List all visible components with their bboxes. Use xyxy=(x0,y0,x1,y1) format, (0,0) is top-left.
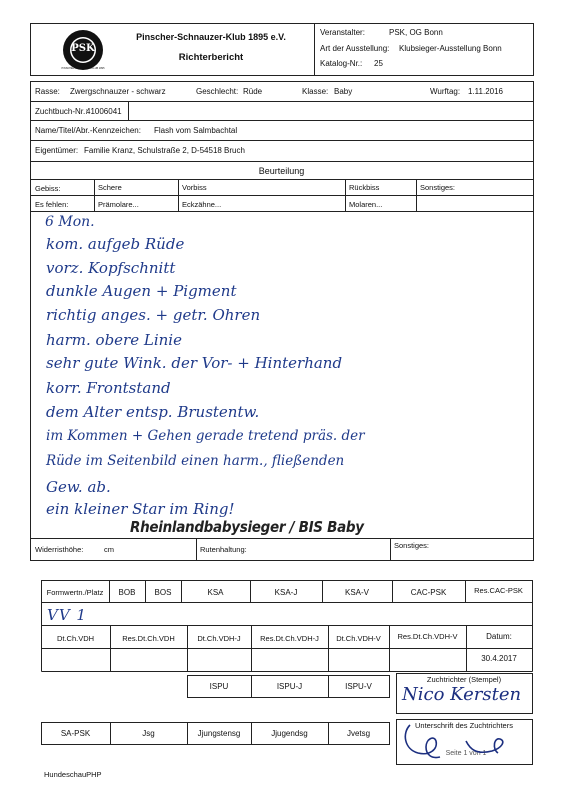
grid-header-bos: BOS xyxy=(154,588,172,597)
grid-header-bob: BOB xyxy=(118,588,136,597)
zuchtbuch-label: Zuchtbuch-Nr.: xyxy=(35,107,88,116)
widerrist-label: Widerristhöhe: xyxy=(35,545,84,554)
veranstalter-label: Veranstalter: xyxy=(320,28,365,37)
unterschrift-label: Unterschrift des Zuchtrichters xyxy=(415,721,513,730)
eckzaehne-label: Eckzähne... xyxy=(182,200,222,209)
geschlecht-label: Geschlecht: xyxy=(196,87,239,96)
grid-header-resdtch-v: Res.Dt.Ch.VDH-V xyxy=(397,632,458,641)
logo-text: PSK xyxy=(71,43,95,54)
grid-header-sa-psk: SA-PSK xyxy=(60,729,91,738)
sonstiges-label: Sonstiges: xyxy=(420,183,456,192)
handwritten-line: korr. Frontstand xyxy=(46,379,171,397)
handwritten-line: richtig anges. + getr. Ohren xyxy=(46,306,261,324)
geschlecht-value: Rüde xyxy=(243,87,263,96)
datum-value: 30.4.2017 xyxy=(481,654,517,663)
grid-header-cac: CAC-PSK xyxy=(410,588,447,597)
result-line: Rheinlandbabysieger / BIS Baby xyxy=(130,518,364,536)
handwritten-line: sehr gute Wink. der Vor- + Hinterhand xyxy=(46,354,343,372)
katalog-value: 25 xyxy=(374,59,383,68)
grid-header-rescac: Res.CAC-PSK xyxy=(474,586,523,595)
handwritten-line: harm. obere Linie xyxy=(46,331,182,349)
katalog-label: Katalog-Nr.: xyxy=(320,59,363,68)
veranstalter-value: PSK, OG Bonn xyxy=(389,28,443,37)
handwritten-line: dunkle Augen + Pigment xyxy=(46,282,237,300)
handwritten-line: vorz. Kopfschnitt xyxy=(46,259,176,277)
sonstiges2-label: Sonstiges: xyxy=(394,541,430,550)
datum-label: Datum: xyxy=(486,632,512,641)
grid-header-ksa: KSA xyxy=(207,588,224,597)
handwritten-line: Rüde im Seitenbild einen harm., fließenden xyxy=(46,453,345,469)
wurftag-value: 1.11.2016 xyxy=(468,87,503,96)
handwritten-line: ein kleiner Star im Ring! xyxy=(46,500,235,518)
report-title: Richterbericht xyxy=(178,52,244,63)
grid-header-dtch-v: Dt.Ch.VDH-V xyxy=(336,634,381,643)
klasse-value: Baby xyxy=(334,87,353,96)
rutenhaltung-label: Rutenhaltung: xyxy=(200,545,247,554)
art-label: Art der Ausstellung: xyxy=(320,44,390,53)
rueckbiss-label: Rückbiss xyxy=(349,183,380,192)
logo-ring-text: PINSCHER-SCHNAUZER-KLUB 1895 xyxy=(61,67,105,70)
judge-signature xyxy=(396,719,532,764)
widerrist-unit: cm xyxy=(104,545,114,554)
grid-header-jjugendsg: Jjugendsg xyxy=(271,729,308,738)
wurftag-label: Wurftag: xyxy=(430,87,461,96)
grid-header-jsg: Jsg xyxy=(142,729,155,738)
handwritten-line: 6 Mon. xyxy=(45,214,95,230)
zuchtrichter-name: Nico Kersten xyxy=(402,684,522,705)
rasse-value: Zwergschnauzer - schwarz xyxy=(70,87,166,96)
art-value: Klubsieger-Ausstellung Bonn xyxy=(399,44,502,53)
handwritten-line: im Kommen + Gehen gerade tretend präs. der xyxy=(46,428,365,444)
grid-header-jvetsg: Jvetsg xyxy=(346,729,371,738)
grid-header-resdtch-j: Res.Dt.Ch.VDH-J xyxy=(260,634,319,643)
club-logo xyxy=(62,29,104,71)
schere-label: Schere xyxy=(98,183,122,192)
handwritten-line: Gew. ab. xyxy=(46,478,111,496)
assessment-title: Beurteilung xyxy=(258,166,305,176)
grid-header-jjungstensg: Jjungstensg xyxy=(197,729,241,738)
grid-header-ispu: ISPU xyxy=(209,682,229,691)
name-label: Name/Titel/Abr.-Kennzeichen: xyxy=(35,126,141,135)
grid-header-dtch-j: Dt.Ch.VDH-J xyxy=(197,634,241,643)
eigentuemer-value: Familie Kranz, Schulstraße 2, D-54518 Bruch xyxy=(84,146,245,155)
signature-print: Seite 1 von 1 xyxy=(445,750,487,757)
club-name: Pinscher-Schnauzer-Klub 1895 e.V. xyxy=(136,32,286,42)
dog-name: Flash vom Salmbachtal xyxy=(154,126,238,135)
handwritten-line: dem Alter entsp. Brustentw. xyxy=(46,403,260,421)
footer-software: HundeschauPHP xyxy=(44,770,102,779)
eigentuemer-label: Eigentümer: xyxy=(35,146,79,155)
vorbiss-label: Vorbiss xyxy=(182,183,207,192)
zuchtbuch-value: 41006041 xyxy=(86,107,122,116)
klasse-label: Klasse: xyxy=(302,87,329,96)
handwritten-line: kom. aufgeb Rüde xyxy=(46,235,185,253)
rasse-label: Rasse: xyxy=(35,87,60,96)
grid-header-dtch: Dt.Ch.VDH xyxy=(56,634,95,643)
grid-header-resdtch: Res.Dt.Ch.VDH xyxy=(122,634,175,643)
gebiss-label: Gebiss: xyxy=(35,184,61,193)
praemolare-label: Prämolare... xyxy=(98,200,139,209)
es-fehlen-label: Es fehlen: xyxy=(35,200,69,209)
grid-header-ksa-v: KSA-V xyxy=(344,588,369,597)
grid-header-ispu-v: ISPU-V xyxy=(345,682,372,691)
formwert-value: VV 1 xyxy=(47,606,87,624)
molaren-label: Molaren... xyxy=(349,200,383,209)
grid-header-ispu-j: ISPU-J xyxy=(276,682,303,691)
grid-header-ksa-j: KSA-J xyxy=(274,588,298,597)
zuchtrichter-label: Zuchtrichter (Stempel) xyxy=(426,675,502,684)
grid-header-formwert: Formwertn./Platz xyxy=(46,588,104,597)
